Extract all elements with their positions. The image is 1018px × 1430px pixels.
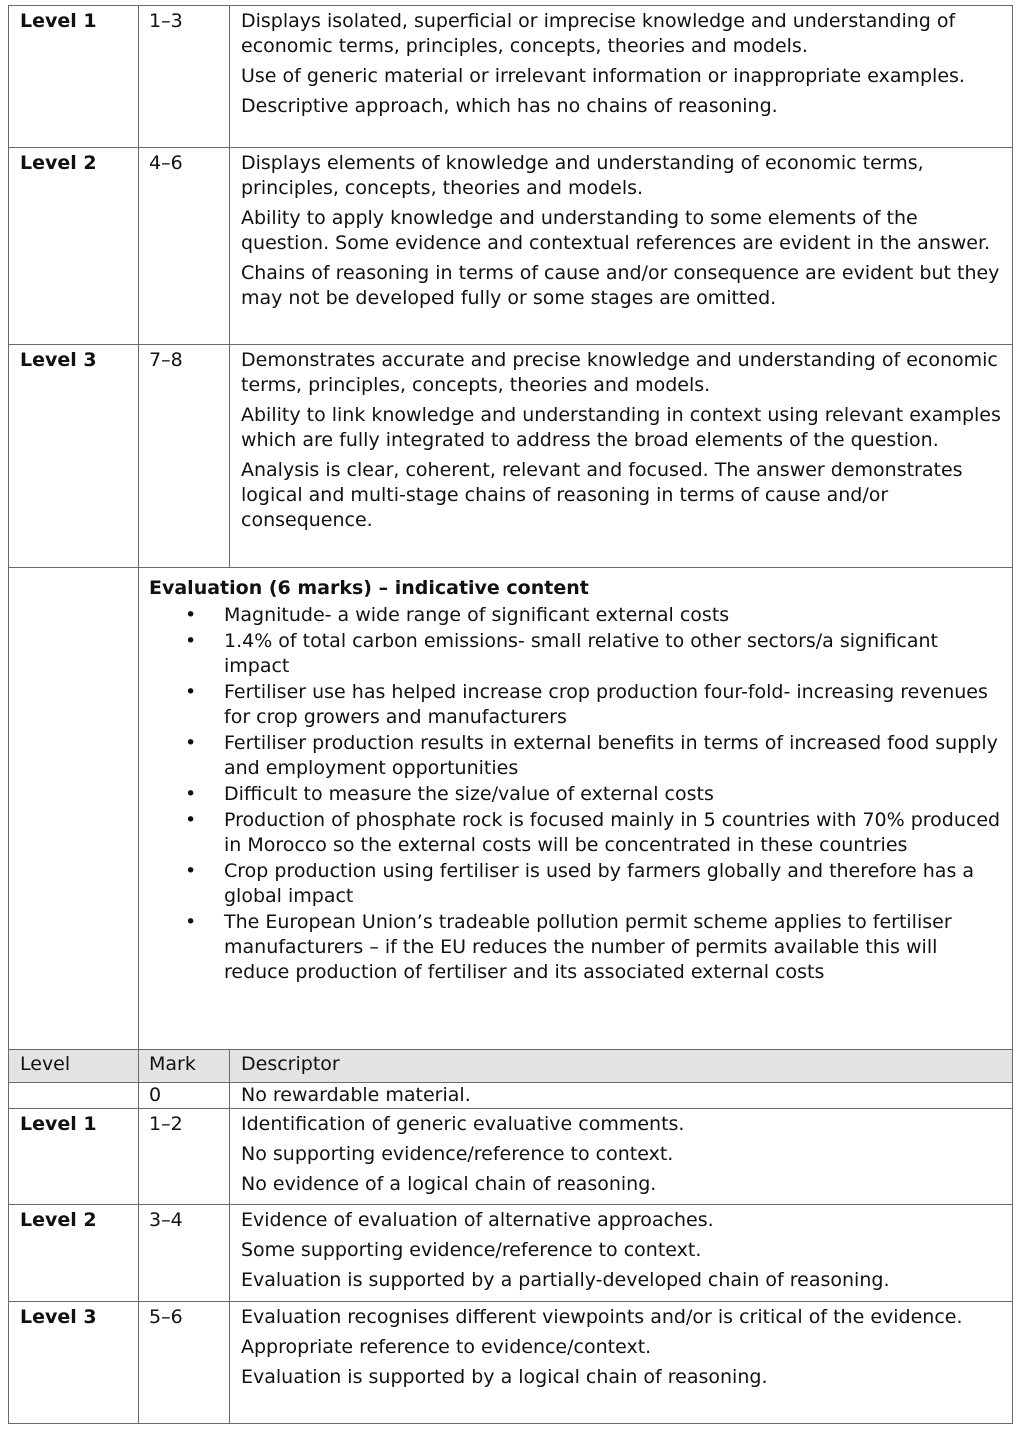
- header-descriptor: Descriptor: [230, 1050, 1013, 1083]
- level-label: Level 2: [9, 1205, 139, 1302]
- level-row: [9, 148, 1013, 345]
- descriptor-text: Ability to link knowledge and understanding in context using relevant examples which are fully integrated to address the broad elements of the question.: [241, 404, 1001, 451]
- mark-range: 5–6: [139, 1302, 230, 1424]
- indicative-content-list: [149, 603, 1004, 985]
- level-row: [9, 1109, 1013, 1205]
- bullet-text: Difficult to measure the size/value of external costs: [224, 783, 714, 805]
- bullet-icon: •: [185, 860, 197, 882]
- descriptor-text: Descriptive approach, which has no chains of reasoning.: [241, 95, 778, 117]
- descriptor-text: Displays isolated, superficial or imprecise knowledge and understanding of economic terms, principles, concepts, theories and models.: [241, 10, 956, 57]
- evaluation-content: [139, 568, 1013, 1050]
- mark-range: 3–4: [139, 1205, 230, 1302]
- bullet-icon: •: [185, 630, 197, 652]
- bullet-text: 1.4% of total carbon emissions- small relative to other sectors/a significant impact: [224, 630, 938, 677]
- descriptor-text: Displays elements of knowledge and understanding of economic terms, principles, concepts, theories and models.: [241, 152, 924, 199]
- mark-range: 7–8: [139, 345, 230, 568]
- descriptor-cell: [230, 148, 1013, 345]
- mark-range: 0: [139, 1083, 230, 1109]
- list-item: [149, 910, 1004, 985]
- empty-cell: [9, 1083, 139, 1109]
- level-row: [9, 1302, 1013, 1424]
- descriptor-text: Some supporting evidence/reference to context.: [241, 1239, 702, 1261]
- mark-scheme-table: [8, 5, 1013, 1424]
- descriptor-text: No supporting evidence/reference to context.: [241, 1143, 674, 1165]
- level-label: Level 1: [9, 1109, 139, 1205]
- descriptor-text: Identification of generic evaluative comments.: [241, 1113, 685, 1135]
- level-label: Level 2: [9, 148, 139, 345]
- list-item: [149, 808, 1004, 858]
- descriptor-text: Ability to apply knowledge and understanding to some elements of the question. Some evidence and contextual references are evident in the answer.: [241, 207, 991, 254]
- bullet-icon: •: [185, 911, 197, 933]
- bullet-text: Production of phosphate rock is focused mainly in 5 countries with 70% produced in Morocco so the external costs will be concentrated in these countries: [224, 809, 1001, 856]
- descriptor-cell: [230, 345, 1013, 568]
- list-item: [149, 731, 1004, 781]
- descriptor-text: No rewardable material.: [230, 1083, 1013, 1109]
- descriptor-text: No evidence of a logical chain of reasoning.: [241, 1173, 657, 1195]
- descriptor-text: Appropriate reference to evidence/context.: [241, 1336, 652, 1358]
- bullet-icon: •: [185, 809, 197, 831]
- list-item: [149, 782, 1004, 807]
- list-item: [149, 603, 1004, 628]
- mark-range: 4–6: [139, 148, 230, 345]
- descriptor-text: Chains of reasoning in terms of cause and/or consequence are evident but they may not be developed fully or some stages are omitted.: [241, 262, 1000, 309]
- bullet-icon: •: [185, 732, 197, 754]
- bullet-text: Fertiliser use has helped increase crop production four-fold- increasing revenues for crop growers and manufacturers: [224, 681, 988, 728]
- descriptor-cell: [230, 1109, 1013, 1205]
- bullet-text: Crop production using fertiliser is used by farmers globally and therefore has a global impact: [224, 860, 975, 907]
- descriptor-cell: [230, 6, 1013, 148]
- bullet-icon: •: [185, 604, 197, 626]
- bullet-icon: •: [185, 783, 197, 805]
- level-row: [9, 1205, 1013, 1302]
- header-level: Level: [9, 1050, 139, 1083]
- bullet-text: The European Union’s tradeable pollution permit scheme applies to fertiliser manufacturers – if the EU reduces the number of permits available this will reduce production of fertiliser and its associated external costs: [224, 911, 952, 983]
- descriptor-cell: [230, 1205, 1013, 1302]
- level-label: Level 1: [9, 6, 139, 148]
- descriptor-text: Evidence of evaluation of alternative approaches.: [241, 1209, 714, 1231]
- bullet-text: Fertiliser production results in external benefits in terms of increased food supply and employment opportunities: [224, 732, 998, 779]
- list-item: [149, 859, 1004, 909]
- list-item: [149, 680, 1004, 730]
- level-row: [9, 6, 1013, 148]
- bullet-text: Magnitude- a wide range of significant external costs: [224, 604, 730, 626]
- descriptor-text: Evaluation is supported by a partially-developed chain of reasoning.: [241, 1269, 890, 1291]
- level-row: [9, 345, 1013, 568]
- level-label: Level 3: [9, 345, 139, 568]
- header-mark: Mark: [139, 1050, 230, 1083]
- descriptor-text: Evaluation is supported by a logical chain of reasoning.: [241, 1366, 768, 1388]
- mark-range: 1–2: [139, 1109, 230, 1205]
- descriptor-text: Use of generic material or irrelevant information or inappropriate examples.: [241, 65, 965, 87]
- descriptor-text: Evaluation recognises different viewpoints and/or is critical of the evidence.: [241, 1306, 963, 1328]
- descriptor-cell: [230, 1302, 1013, 1424]
- mark-range: 1–3: [139, 6, 230, 148]
- list-item: [149, 629, 1004, 679]
- descriptor-text: Analysis is clear, coherent, relevant and focused. The answer demonstrates logical and multi-stage chains of reasoning in terms of cause and/or consequence.: [241, 459, 963, 531]
- descriptor-text: Demonstrates accurate and precise knowledge and understanding of economic terms, principles, concepts, theories and models.: [241, 349, 998, 396]
- level-label: Level 3: [9, 1302, 139, 1424]
- evaluation-title: Evaluation (6 marks) – indicative content: [149, 577, 589, 599]
- bullet-icon: •: [185, 681, 197, 703]
- empty-cell: [9, 568, 139, 1050]
